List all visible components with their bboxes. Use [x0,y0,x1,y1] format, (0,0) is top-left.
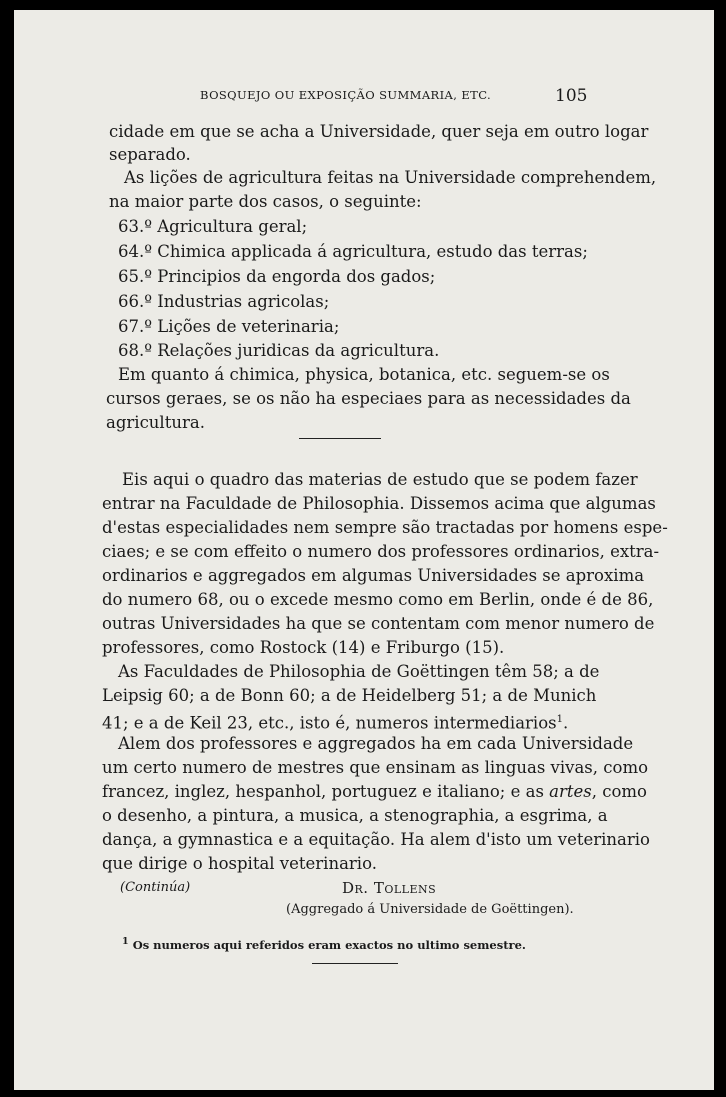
intro-line: cidade em que se acha a Universidade, quer seja em outro logar [109,122,649,141]
footnote-mark: 1 [122,936,129,947]
running-header: BOSQUEJO OU EXPOSIÇÃO SUMMARIA, ETC. [200,88,492,102]
paragraph-line: um certo numero de mestres que ensinam as linguas vivas, como [102,758,649,777]
agri-list-item: 66.º Industrias agricolas; [118,292,330,311]
paragraph-line: Alem dos professores e aggregados ha em cada Universidade [118,734,634,753]
paragraph-text: 41; e a de Keil 23, etc., isto é, numeros intermediarios [102,713,557,733]
agri-list-item: 65.º Principios da engorda dos gados; [118,267,436,286]
paragraph-line: entrar na Faculdade de Philosophia. Dissemos acima que algumas [102,494,656,513]
paragraph-line: que dirige o hospital veterinario. [102,854,377,873]
author-affiliation: (Aggregado á Universidade de Goëttingen). [286,902,574,917]
agri-closing-line: agricultura. [106,413,205,432]
footnote-ref: 1 [556,714,563,725]
intro-line: separado. [109,145,191,164]
agri-list-item: 64.º Chimica applicada á agricultura, estudo das terras; [118,242,588,261]
paragraph-line: do numero 68, ou o excede mesmo como em Berlin, onde é de 86, [102,590,654,609]
paragraph-line [102,782,647,802]
agri-lead-line: na maior parte dos casos, o seguinte: [109,192,422,211]
book-page [14,10,714,1090]
footnote [122,932,526,955]
paragraph-line: outras Universidades ha que se contentam com menor numero de [102,614,655,633]
agri-closing-line: cursos geraes, se os não ha especiaes para as necessidades da [106,389,631,408]
paragraph-line: d'estas especialidades nem sempre são tractadas por homens espe- [102,518,668,537]
paragraph-line [102,710,568,734]
footnote-text: Os numeros aqui referidos eram exactos no ultimo semestre. [132,937,526,952]
paragraph-line: Eis aqui o quadro das materias de estudo que se podem fazer [122,470,638,489]
footnote-divider [312,963,398,964]
agri-closing-line: Em quanto á chimica, physica, botanica, etc. seguem-se os [118,365,610,384]
paragraph-line: dança, a gymnastica e a equitação. Ha alem d'isto um veterinario [102,830,650,849]
italic-term: artes [549,782,592,801]
paragraph-line: Leipsig 60; a de Bonn 60; a de Heidelberg 51; a de Munich [102,686,597,705]
paragraph-line: o desenho, a pintura, a musica, a stenographia, a esgrima, a [102,806,608,825]
paragraph-line: professores, como Rostock (14) e Friburgo (15). [102,638,505,657]
section-divider [299,438,381,439]
agri-list-item: 67.º Lições de veterinaria; [118,317,340,336]
paragraph-text: . [563,713,569,733]
page-number: 105 [555,86,588,106]
paragraph-line: ordinarios e aggregados em algumas Universidades se aproxima [102,566,645,585]
paragraph-text: , como [591,782,647,801]
paragraph-text: francez, inglez, hespanhol, portuguez e italiano; e as [102,782,550,801]
agri-lead-line: As lições de agricultura feitas na Universidade comprehendem, [124,168,657,187]
continua-note: (Continúa) [120,880,191,895]
agri-list-item: 63.º Agricultura geral; [118,217,308,236]
paragraph-line: ciaes; e se com effeito o numero dos professores ordinarios, extra- [102,542,660,561]
agri-list-item: 68.º Relações juridicas da agricultura. [118,341,440,360]
author-signature: Dr. Tollens [342,879,437,897]
paragraph-line: As Faculdades de Philosophia de Goëttingen têm 58; a de [118,662,600,681]
